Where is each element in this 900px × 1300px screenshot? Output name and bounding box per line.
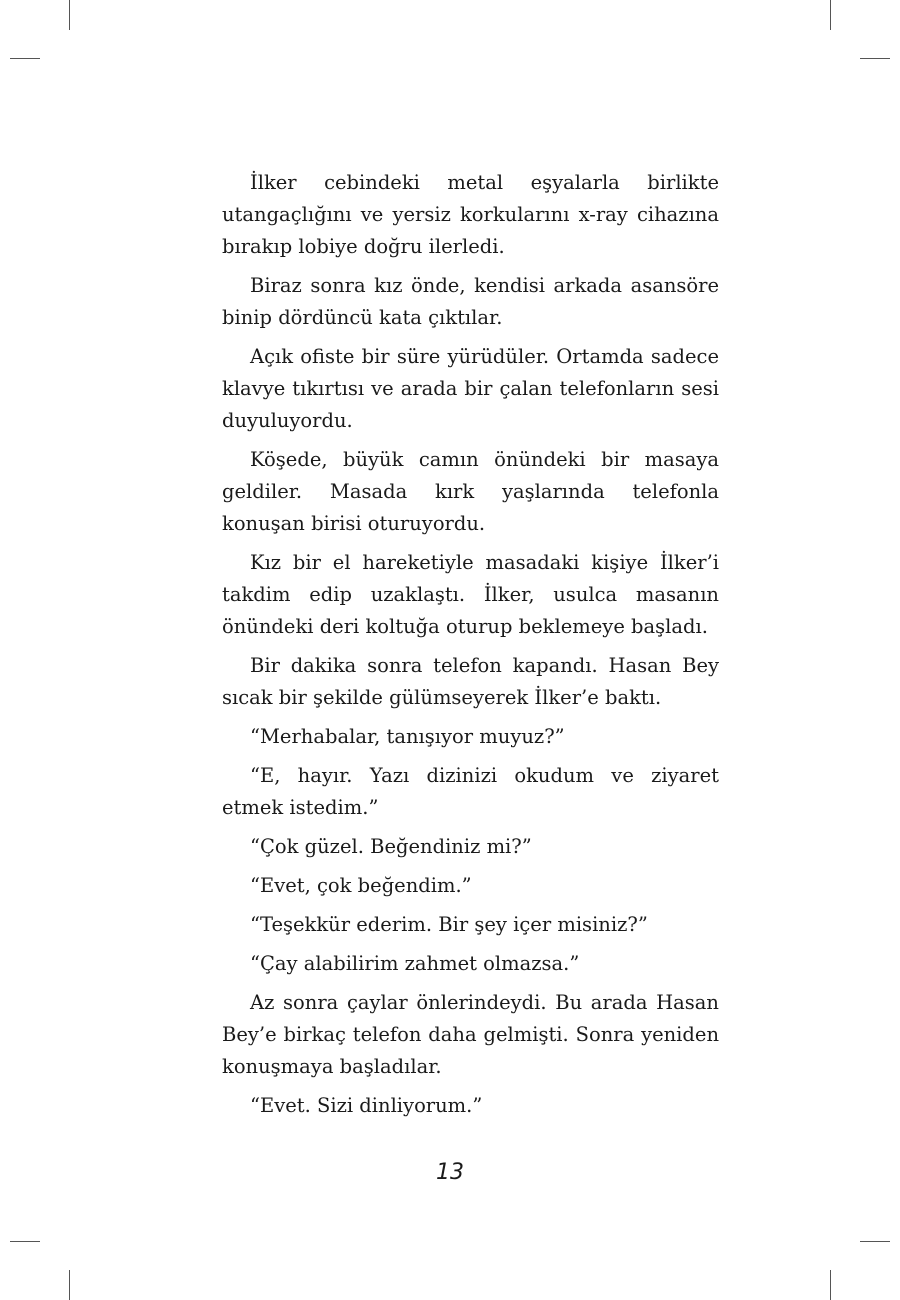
paragraph: Bir dakika sonra telefon kapandı. Hasan Bey sıcak bir şekilde gülümseyerek İlker’e baktı.: [222, 654, 719, 709]
dialogue-line: “Evet, çok beğendim.”: [250, 874, 472, 897]
crop-mark-bottom-right-horizontal: [860, 1241, 890, 1242]
crop-mark-top-left-vertical: [69, 0, 70, 30]
dialogue-line: “Çok güzel. Beğendiniz mi?”: [250, 835, 532, 858]
paragraph: Köşede, büyük camın önündeki bir masaya geldiler. Masada kırk yaşlarında telefonla konuşan birisi oturuyordu.: [222, 448, 719, 535]
crop-mark-top-right-horizontal: [860, 58, 890, 59]
paragraph: Kız bir el hareketiyle masadaki kişiye İlker’i takdim edip uzaklaştı. İlker, usulca masanın önündeki deri koltuğa oturup beklemeye başladı.: [222, 551, 719, 638]
dialogue-line: “Merhabalar, tanışıyor muyuz?”: [250, 725, 565, 748]
dialogue-line: “Evet. Sizi dinliyorum.”: [250, 1094, 483, 1117]
page-body-text: [222, 167, 719, 1129]
dialogue-line: “Teşekkür ederim. Bir şey içer misiniz?”: [250, 913, 648, 936]
paragraph: Az sonra çaylar önlerindeydi. Bu arada Hasan Bey’e birkaç telefon daha gelmişti. Sonra yeniden konuşmaya başladılar.: [222, 991, 719, 1078]
crop-mark-bottom-left-horizontal: [10, 1241, 40, 1242]
page-number: 13: [436, 1160, 464, 1185]
crop-mark-bottom-right-vertical: [830, 1270, 831, 1300]
crop-mark-top-left-horizontal: [10, 58, 40, 59]
crop-mark-top-right-vertical: [830, 0, 831, 30]
dialogue-line: “E, hayır. Yazı dizinizi okudum ve ziyaret etmek istedim.”: [222, 764, 719, 819]
dialogue-line: “Çay alabilirim zahmet olmazsa.”: [250, 952, 580, 975]
paragraph: Açık ofiste bir süre yürüdüler. Ortamda sadece klavye tıkırtısı ve arada bir çalan telefonların sesi duyuluyordu.: [222, 345, 719, 432]
paragraph: İlker cebindeki metal eşyalarla birlikte utangaçlığını ve yersiz korkularını x-ray cihazına bırakıp lobiye doğru ilerledi.: [222, 171, 719, 258]
crop-mark-bottom-left-vertical: [69, 1270, 70, 1300]
paragraph: Biraz sonra kız önde, kendisi arkada asansöre binip dördüncü kata çıktılar.: [222, 274, 719, 329]
